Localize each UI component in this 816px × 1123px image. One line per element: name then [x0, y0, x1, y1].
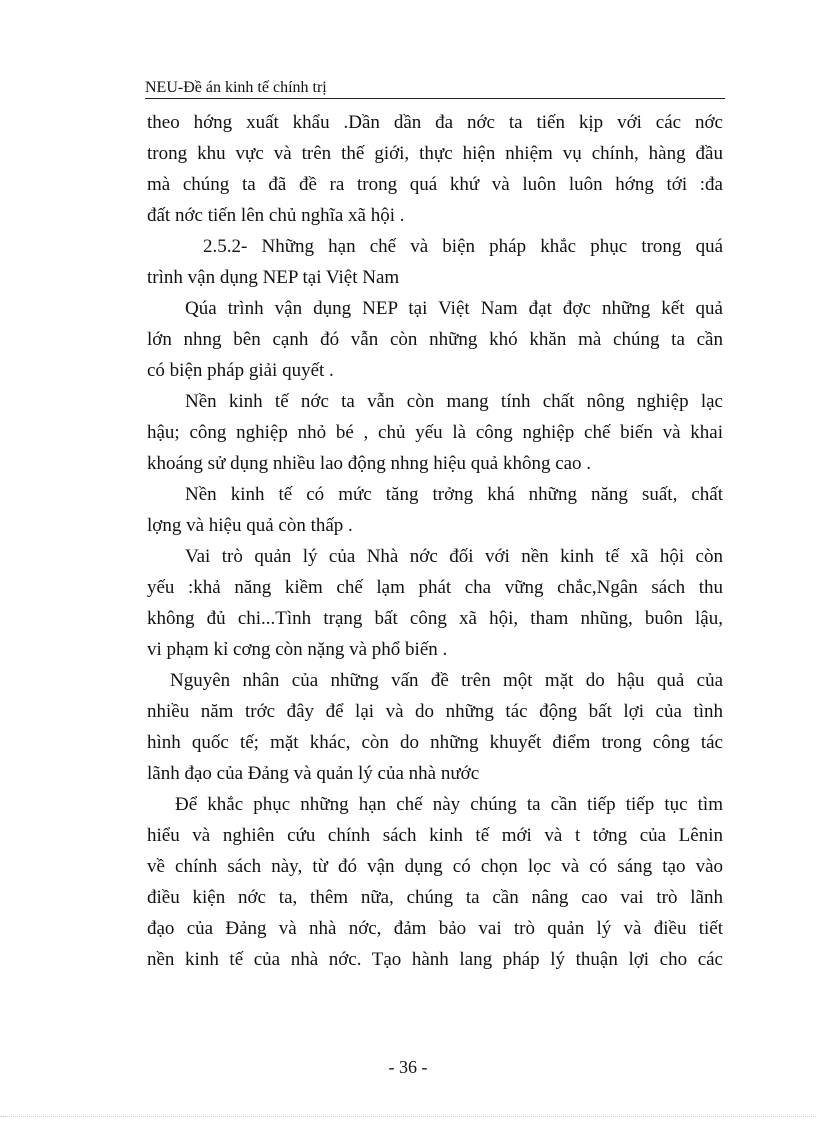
text-line: Nguyên nhân của những vấn đề trên một mặt do hậu quả của	[170, 670, 723, 691]
text-line: mà chúng ta đã đề ra trong quá khứ và luôn luôn hớng tới :đa	[147, 174, 723, 195]
text-line: Nền kinh tế có mức tăng trởng khá những năng suất, chất	[185, 484, 723, 505]
text-line: về chính sách này, từ đó vận dụng có chọn lọc và có sáng tạo vào	[147, 856, 723, 877]
running-header	[145, 78, 725, 99]
text-line: trong khu vực và trên thế giới, thực hiện nhiệm vụ chính, hàng đầu	[147, 143, 723, 164]
page-number: - 36 -	[388, 1057, 428, 1077]
text-line: vi phạm kỉ cơng còn nặng và phổ biến .	[147, 639, 448, 660]
text-line: nền kinh tế của nhà nớc. Tạo hành lang pháp lý thuận lợi cho các	[147, 949, 723, 970]
text-line: đất nớc tiến lên chủ nghĩa xã hội .	[147, 205, 405, 226]
text-line: Nền kinh tế nớc ta vẫn còn mang tính chất nông nghiệp lạc	[185, 391, 723, 412]
text-line: đạo của Đảng và nhà nớc, đảm bảo vai trò quản lý và điều tiết	[147, 918, 723, 939]
text-line: Qúa trình vận dụng NEP tại Việt Nam đạt đợc những kết quả	[185, 298, 723, 319]
text-line: điều kiện nớc ta, thêm nữa, chúng ta cần nâng cao vai trò lãnh	[147, 887, 723, 908]
text-line: Vai trò quản lý của Nhà nớc đối với nền kinh tế xã hội còn	[185, 546, 723, 567]
text-line: hiểu và nghiên cứu chính sách kinh tế mới và t tởng của Lênin	[147, 825, 723, 846]
text-line: yếu :khả năng kiềm chế lạm phát cha vững chắc,Ngân sách thu	[147, 577, 723, 598]
section-heading-line: trình vận dụng NEP tại Việt Nam	[147, 267, 400, 288]
text-line: lãnh đạo của Đảng và quản lý của nhà nước	[147, 763, 480, 784]
text-line: lớn nhng bên cạnh đó vẫn còn những khó khăn mà chúng ta cần	[147, 329, 723, 350]
text-line: có biện pháp giải quyết .	[147, 360, 334, 381]
text-line: khoáng sử dụng nhiều lao động nhng hiệu quả không cao .	[147, 453, 592, 474]
page-edge-divider	[0, 1116, 816, 1117]
text-line: lợng và hiệu quả còn thấp .	[147, 515, 353, 536]
text-line: hậu; công nghiệp nhỏ bé , chủ yếu là công nghiệp chế biến và khai	[147, 422, 723, 443]
text-line: không đủ chi...Tình trạng bất công xã hội, tham nhũng, buôn lậu,	[147, 608, 723, 629]
text-line: Để khắc phục những hạn chế này chúng ta cần tiếp tiếp tục tìm	[175, 794, 723, 815]
text-line: hình quốc tế; mặt khác, còn do những khuyết điểm trong công tác	[147, 732, 723, 753]
text-line: theo hớng xuất khẩu .Dần dần đa nớc ta tiến kịp với các nớc	[147, 112, 723, 133]
section-heading-line: 2.5.2- Những hạn chế và biện pháp khắc phục trong quá	[203, 236, 723, 257]
header-title: NEU-Đề án kinh tế chính trị	[145, 79, 327, 96]
text-line: nhiều năm trớc đây để lại và do những tác động bất lợi của tình	[147, 701, 723, 722]
